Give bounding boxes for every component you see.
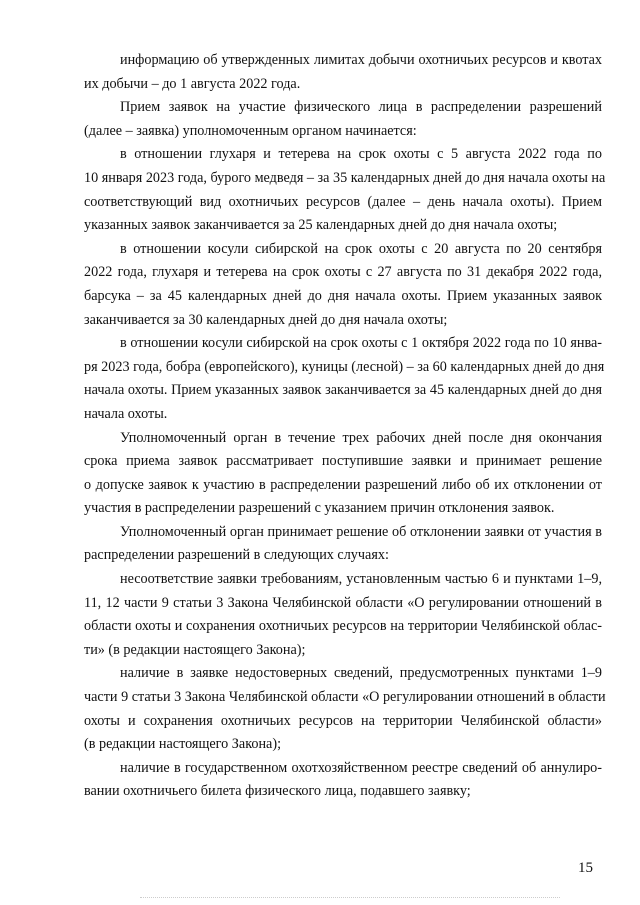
paragraph (84, 521, 602, 568)
text-line: Уполномоченный орган принимает решение об отклонении заявки от участия в (120, 523, 602, 540)
text-line: 10 января 2023 года, бурого медведя – за 35 календарных дней до дня начала охоты на (84, 169, 606, 186)
text-line: охоты и сохранения охотничьих ресурсов на территории Челябинской области» (84, 712, 602, 729)
text-line: Уполномоченный орган в течение трех рабочих дней после дня окончания (120, 429, 602, 446)
text-line: распределении разрешений в следующих случаях: (84, 547, 389, 564)
text-line: в отношении косули сибирской на срок охоты с 20 августа по 20 сентября (120, 240, 602, 257)
text-line: начала охоты. Прием указанных заявок заканчивается за 45 календарных дней до дня (84, 382, 602, 399)
paragraph (84, 568, 602, 662)
text-line: наличие в заявке недостоверных сведений, предусмотренных пунктами 1–9 (120, 665, 602, 682)
page-number: 15 (578, 860, 593, 876)
text-line: (в редакции настоящего Закона); (84, 736, 282, 753)
text-line: несоответствие заявки требованиям, установленным частью 6 и пунктами 1–9, (120, 571, 602, 588)
text-line: ти» (в редакции настоящего Закона); (84, 641, 306, 658)
text-line: информацию об утвержденных лимитах добычи охотничьих ресурсов и квотах (120, 52, 602, 68)
body-text (84, 49, 606, 804)
scan-artifact-line (140, 897, 560, 900)
text-line: области охоты и сохранения охотничьих ресурсов на территории Челябинской облас- (84, 618, 602, 635)
paragraph (84, 332, 605, 426)
paragraph (84, 96, 602, 143)
text-line: (далее – заявка) уполномоченным органом начинается: (84, 122, 417, 139)
text-line: 11, 12 части 9 статьи 3 Закона Челябинской области «О регулировании отношений в (84, 594, 602, 611)
text-line: 2022 года, глухаря и тетерева на срок охоты с 27 августа по 31 декабря 2022 года, (84, 264, 602, 281)
text-line: части 9 статьи 3 Закона Челябинской области «О регулировании отношений в области (84, 689, 606, 706)
paragraph (84, 143, 606, 237)
text-line: их добычи – до 1 августа 2022 года. (84, 75, 301, 92)
text-line: заканчивается за 30 календарных дней до дня начала охоты; (84, 311, 448, 328)
paragraph (84, 427, 602, 521)
text-line: участия в распределении разрешений с указанием причин отклонения заявок. (84, 500, 555, 517)
text-line: срока приема заявок рассматривает поступившие заявки и принимает решение (84, 453, 602, 470)
paragraph (84, 757, 602, 804)
text-line: наличие в государственном охотхозяйственном реестре сведений об аннулиро- (120, 759, 602, 776)
text-line: указанных заявок заканчивается за 25 календарных дней до дня начала охоты; (84, 217, 558, 234)
paragraph (84, 662, 606, 756)
text-line: соответствующий вид охотничьих ресурсов (далее – день начала охоты). Прием (84, 193, 602, 210)
text-line: в отношении косули сибирской на срок охоты с 1 октября 2022 года по 10 янва- (120, 335, 602, 352)
text-line: вании охотничьего билета физического лица, подавшего заявку; (84, 783, 471, 800)
text-line: Прием заявок на участие физического лица в распределении разрешений (120, 99, 602, 116)
text-line: в отношении глухаря и тетерева на срок охоты с 5 августа 2022 года по (120, 146, 602, 163)
paragraph (84, 238, 602, 332)
paragraph (84, 49, 602, 96)
text-line: барсука – за 45 календарных дней до дня начала охоты. Прием указанных заявок (84, 287, 602, 304)
text-line: начала охоты. (84, 405, 168, 422)
text-line: о допуске заявок к участию в распределении разрешений либо об их отклонении от (84, 476, 602, 493)
text-line: ря 2023 года, бобра (европейского), куницы (лесной) – за 60 календарных дней до дня (84, 358, 605, 375)
